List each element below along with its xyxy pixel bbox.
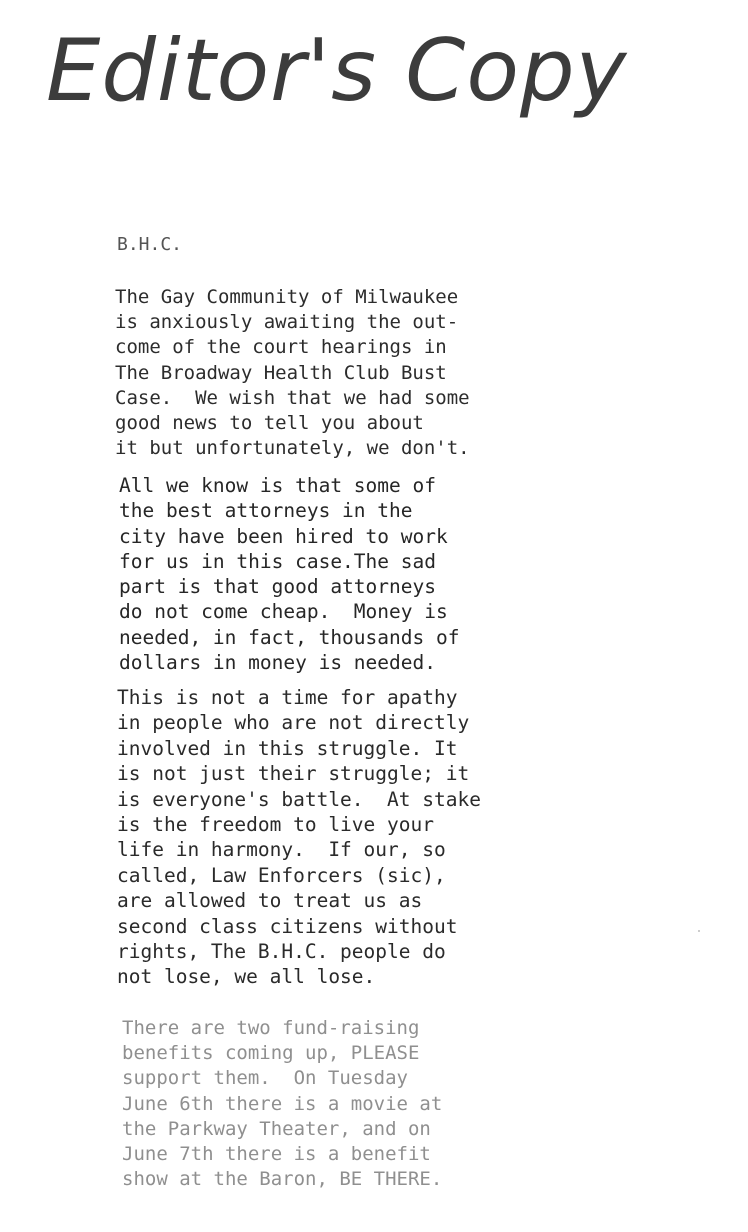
paragraph-intro: The Gay Community of Milwaukee is anxiously awaiting the out- come of the court hearings in The Broadway Health Club Bust Case. We wish that we had some good news to tell you about it but unfortunately, we don't. [115, 286, 470, 460]
masthead-title: Editor's Copy [46, 21, 628, 121]
paragraph-apathy: This is not a time for apathy in people who are not directly involved in this struggle. It is not just their struggle; it is everyone's battle. At stake is the freedom to live your life in harmony. If our, so called, Law Enforcers (sic), are allowed to treat us as second class citizens without rights, The B.H.C. people do not lose, we all lose. [117, 686, 481, 989]
paragraph-attorneys: All we know is that some of the best attorneys in the city have been hired to work for us in this case.The sad part is that good attorneys do not come cheap. Money is needed, in fact, thousands of dollars in money is needed. [119, 474, 460, 675]
heading-bhc: B.H.C. [117, 234, 183, 255]
scan-speck [698, 930, 700, 932]
paragraph-benefits: There are two fund-raising benefits coming up, PLEASE support them. On Tuesday June 6th there is a movie at the Parkway Theater, and on June 7th there is a benefit show at the Baron, BE THERE. [122, 1017, 443, 1191]
